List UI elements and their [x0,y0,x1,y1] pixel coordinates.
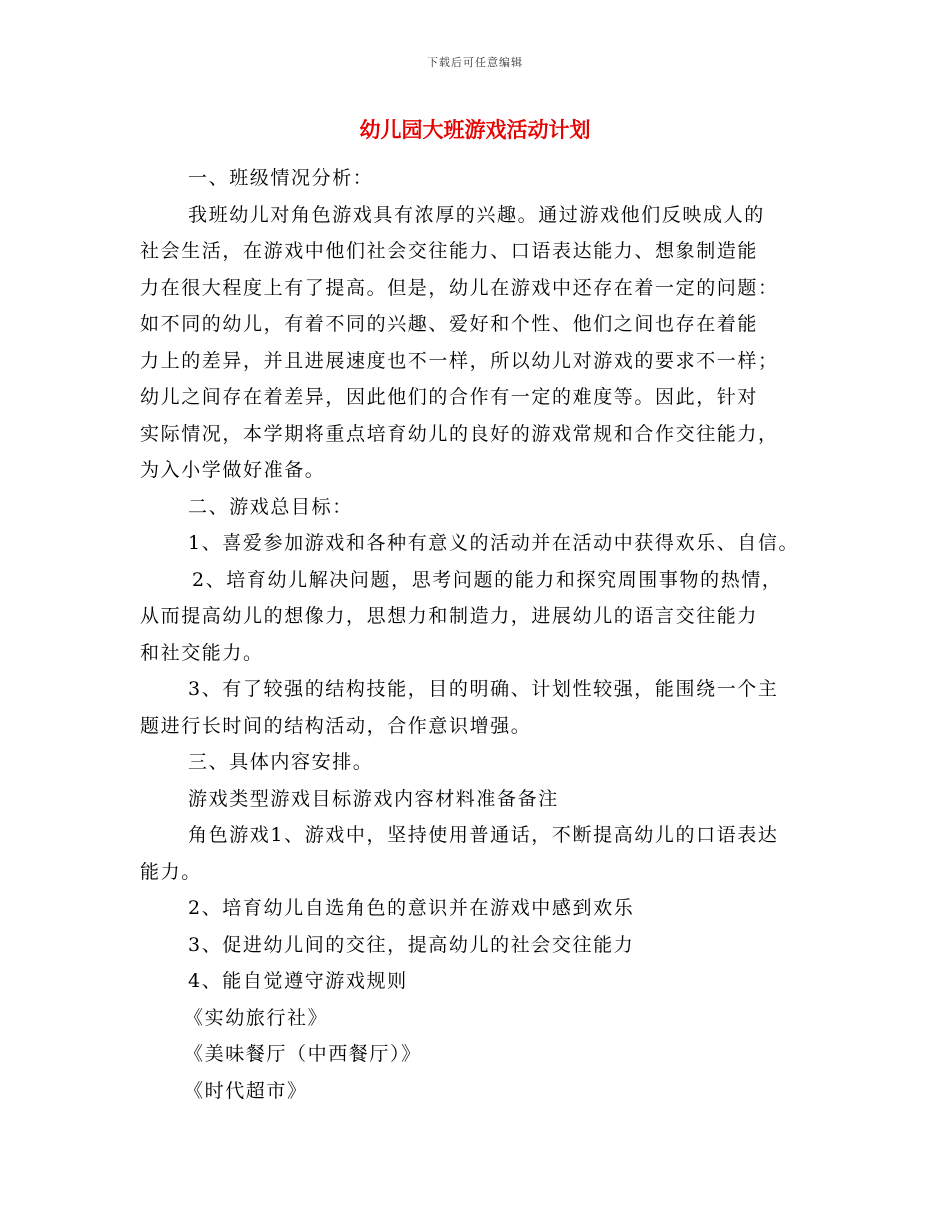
document-title: 幼儿园大班游戏活动计划 [359,118,591,142]
role-game-line: 角色游戏1、游戏中，坚持使用普通话，不断提高幼儿的口语表达 [188,824,779,846]
document-body [140,160,820,1109]
section-heading-1: 一、班级情况分析： [188,167,374,189]
game-title: 《时代超市》 [184,1079,308,1102]
paragraph-line: 和社交能力。 [140,641,264,664]
section-heading-3: 三、具体内容安排。 [188,751,374,773]
goal-item: 3、有了较强的结构技能，目的明确、计划性较强，能围绕一个主 [188,678,779,700]
paragraph-line: 如不同的幼儿，有着不同的兴趣、爱好和个性、他们之间也存在着能 [140,313,759,335]
paragraph-line: 实际情况，本学期将重点培育幼儿的良好的游戏常规和合作交往能力， [140,422,779,445]
paragraph-line: 题进行长时间的结构活动，合作意识增强。 [140,714,532,737]
goal-item: 1、喜爱参加游戏和各种有意义的活动并在活动中获得欢乐、自信。 [188,532,800,554]
paragraph-line: 能力。 [140,860,202,883]
game-title: 《实幼旅行社》 [184,1006,329,1029]
game-title: 《美味餐厅（中西餐厅）》 [184,1043,422,1065]
paragraph-line: 社会生活，在游戏中他们社会交往能力、口语表达能力、想象制造能 [140,240,759,262]
paragraph-line: 我班幼儿对角色游戏具有浓厚的兴趣。通过游戏他们反映成人的 [188,203,765,226]
list-item: 4、能自觉遵守游戏规则 [188,970,408,992]
table-header-line: 游戏类型游戏目标游戏内容材料准备备注 [188,787,559,810]
header-note: 下载后可任意编辑 [427,56,523,69]
paragraph-line: 为入小学做好准备。 [140,459,326,481]
paragraph-line: 幼儿之间存在着差异，因此他们的合作有一定的难度等。因此，针对 [140,386,759,408]
paragraph-line: 从而提高幼儿的想像力，思想力和制造力，进展幼儿的语言交往能力 [140,605,759,627]
goal-item: 2、培育幼儿解决问题，思考问题的能力和探究周围事物的热情， [192,568,783,591]
section-heading-2: 二、游戏总目标： [188,495,353,518]
paragraph-line: 力上的差异，并且进展速度也不一样，所以幼儿对游戏的要求不一样； [140,349,779,372]
list-item: 3、促进幼儿间的交往，提高幼儿的社会交往能力 [188,933,635,956]
list-item: 2、培育幼儿自选角色的意识并在游戏中感到欢乐 [188,897,635,919]
paragraph-line: 力在很大程度上有了提高。但是，幼儿在游戏中还存在着一定的问题： [140,276,779,299]
